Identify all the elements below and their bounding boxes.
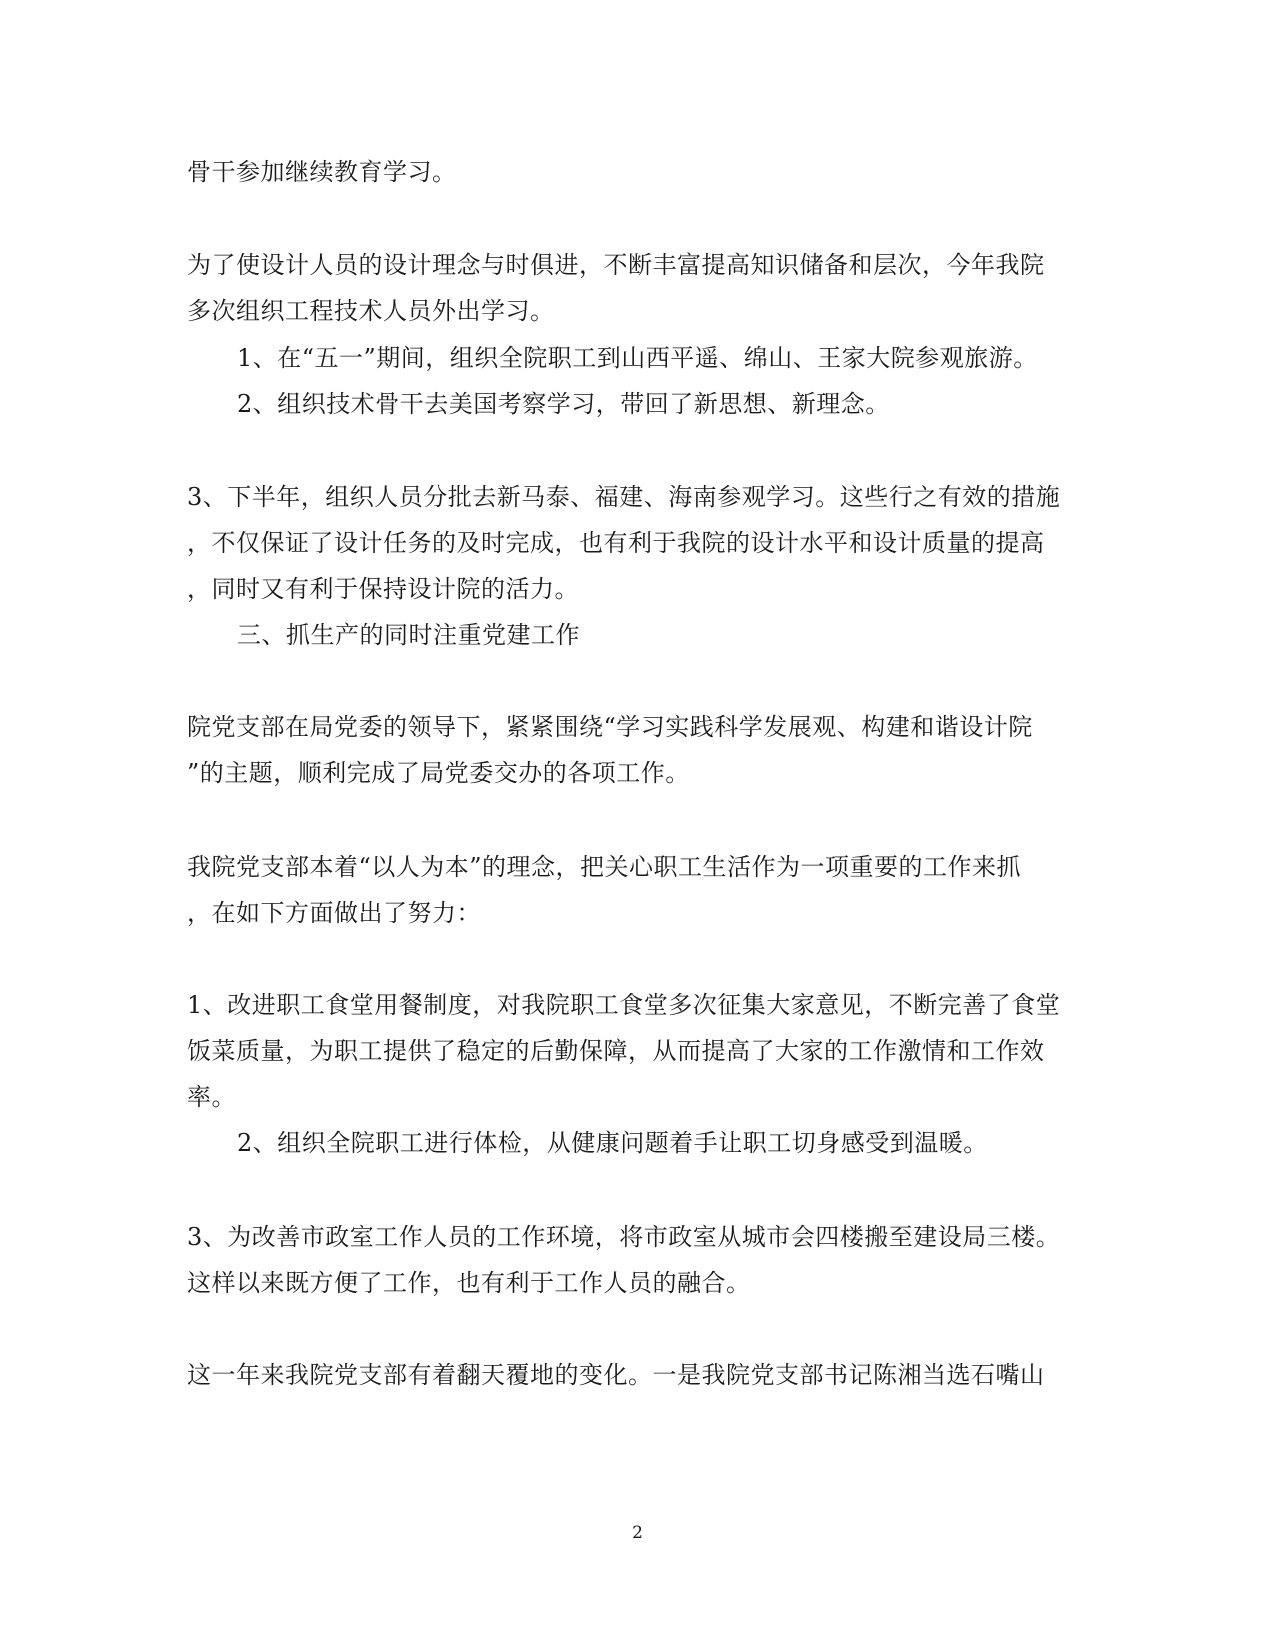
text-line: 多次组织工程技术人员外出学习。 [187, 297, 555, 325]
text-line: 饭菜质量，为职工提供了稳定的后勤保障，从而提高了大家的工作激情和工作效 [187, 1037, 1045, 1065]
text-line: 这样以来既方便了工作，也有利于工作人员的融合。 [187, 1269, 751, 1297]
text-line: 2、组织全院职工进行体检，从健康问题着手让职工切身感受到温暖。 [237, 1129, 988, 1157]
text-line: 3、下半年，组织人员分批去新马泰、福建、海南参观学习。这些行之有效的措施 [187, 483, 1061, 511]
text-line: ，同时又有利于保持设计院的活力。 [187, 575, 579, 603]
text-line: 1、改进职工食堂用餐制度，对我院职工食堂多次征集大家意见，不断完善了食堂 [187, 991, 1061, 1019]
text-line: 为了使设计人员的设计理念与时俱进，不断丰富提高知识储备和层次，今年我院 [187, 251, 1045, 279]
section-heading: 三、抓生产的同时注重党建工作 [237, 621, 580, 649]
page-number: 2 [632, 1523, 643, 1543]
text-line: 骨干参加继续教育学习。 [187, 158, 457, 186]
text-line: 这一年来我院党支部有着翻天覆地的变化。一是我院党支部书记陈湘当选石嘴山 [187, 1361, 1045, 1389]
text-line: 2、组织技术骨干去美国考察学习，带回了新思想、新理念。 [237, 390, 890, 418]
text-line: 我院党支部本着“以人为本”的理念，把关心职工生活作为一项重要的工作来抓 [187, 853, 1022, 881]
text-line: ，不仅保证了设计任务的及时完成，也有利于我院的设计水平和设计质量的提高 [187, 529, 1045, 557]
text-line: 院党支部在局党委的领导下，紧紧围绕“学习实践科学发展观、构建和谐设计院 [187, 713, 1033, 741]
text-line: ，在如下方面做出了努力： [187, 899, 481, 927]
text-line: 3、为改善市政室工作人员的工作环境，将市政室从城市会四楼搬至建设局三楼。 [187, 1223, 1061, 1251]
text-line: ”的主题，顺利完成了局党委交办的各项工作。 [187, 759, 690, 787]
text-line: 1、在“五一”期间，组织全院职工到山西平遥、绵山、王家大院参观旅游。 [237, 344, 1038, 372]
text-line: 率。 [187, 1083, 236, 1111]
